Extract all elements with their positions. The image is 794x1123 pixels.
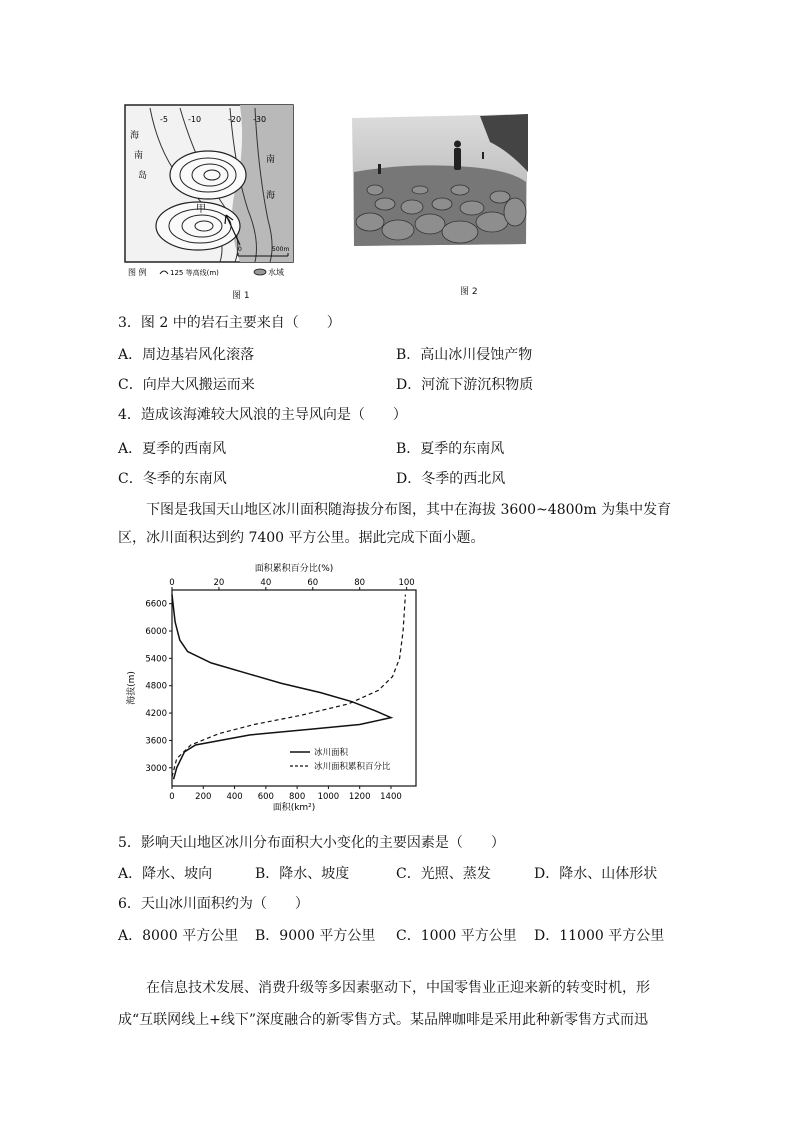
top-tick-label-4: 80: [354, 578, 366, 588]
question-6-option-c[interactable]: C．1000 平方公里: [396, 928, 517, 944]
chart-lines: [172, 595, 405, 780]
bottom-axis-label: 面积(km²): [272, 803, 316, 813]
point-label: 甲: [196, 204, 206, 215]
label-right-0: 南: [266, 155, 276, 165]
question-5-option-a[interactable]: A．降水、坡向: [118, 866, 213, 882]
chart-plot-frame: [172, 590, 416, 786]
y-tick-label-5: 6000: [145, 627, 167, 638]
y-tick-label-6: 6600: [145, 599, 167, 610]
top-tick-label-0: 0: [169, 578, 175, 588]
y-tick-label-2: 4200: [145, 709, 167, 720]
question-4-option-d[interactable]: D．冬季的西北风: [396, 471, 506, 487]
question-5-option-b[interactable]: B．降水、坡度: [255, 866, 350, 882]
question-4-option-a[interactable]: A．夏季的西南风: [118, 441, 227, 457]
question-4-option-b[interactable]: B．夏季的东南风: [396, 441, 505, 457]
series-line-0: [172, 595, 391, 780]
glacier-chart-svg: [120, 560, 432, 816]
figure-1-caption: 图 1: [232, 291, 250, 301]
question-4-stem: 4．造成该海滩较大风浪的主导风向是（ ）: [118, 407, 407, 423]
question-3-option-c[interactable]: C．向岸大风搬运而来: [118, 377, 255, 393]
legend-dashed-label: 冰川面积累积百分比: [314, 762, 391, 772]
island-north: [170, 151, 246, 199]
top-tick-label-5: 100: [398, 578, 415, 588]
y-tick-label-4: 5400: [145, 654, 167, 665]
question-3-option-b[interactable]: B．高山冰川侵蚀产物: [396, 347, 533, 363]
intro-paragraph: 下图是我国天山地区冰川面积随海拔分布图，其中在海拔 3600~4800m 为集中发育区，冰川面积达到约 7400 平方公里。据此完成下面小题。: [118, 502, 672, 546]
question-3-stem: 3．图 2 中的岩石主要来自（ ）: [118, 315, 341, 331]
figure-2-photo: [350, 112, 530, 248]
label-left-0: 海: [130, 131, 140, 141]
question-5-option-c[interactable]: C．光照、蒸发: [396, 866, 491, 882]
question-3-option-a[interactable]: A．周边基岩风化滚落: [118, 347, 255, 363]
question-6-option-d[interactable]: D．11000 平方公里: [534, 928, 665, 944]
top-axis-label: 面积累积百分比(%): [254, 564, 334, 574]
question-5-stem: 5．影响天山地区冰川分布面积大小变化的主要因素是（ ）: [118, 835, 505, 851]
top-tick-label-1: 20: [213, 578, 225, 588]
contour-label-3: -30: [253, 115, 267, 124]
bottom-tick-label-6: 1200: [348, 792, 371, 802]
figure-2-svg: [350, 112, 530, 248]
contour-label-1: -10: [188, 115, 202, 124]
contour-label-0: -5: [160, 115, 168, 124]
y-tick-label-3: 4800: [145, 681, 167, 692]
contour-label-2: -20: [228, 115, 242, 124]
legend-contour: 125 等高线(m): [170, 269, 219, 277]
figure-1-map: [120, 100, 298, 286]
bottom-tick-label-2: 400: [226, 792, 243, 802]
question-6-stem: 6．天山冰川面积约为（ ）: [118, 896, 309, 912]
bottom-tick-label-5: 1000: [317, 792, 340, 802]
bottom-tick-label-3: 600: [257, 792, 274, 802]
question-6-option-b[interactable]: B．9000 平方公里: [255, 928, 376, 944]
figure-2-caption: 图 2: [460, 287, 478, 297]
top-tick-label-3: 60: [307, 578, 319, 588]
question-4-option-c[interactable]: C．冬季的东南风: [118, 471, 227, 487]
label-right-1: 海: [266, 191, 276, 201]
bottom-tick-label-1: 200: [195, 792, 212, 802]
y-tick-label-1: 3600: [145, 736, 167, 747]
question-6-option-a[interactable]: A．8000 平方公里: [118, 928, 239, 944]
legend-water-icon: [254, 269, 266, 275]
y-tick-label-0: 3000: [145, 763, 167, 774]
legend-solid-label: 冰川面积: [314, 748, 349, 758]
label-left-1: 南: [134, 151, 144, 161]
question-5-option-d[interactable]: D．降水、山体形状: [534, 866, 658, 882]
legend-water: 水域: [268, 268, 284, 277]
scale-zero: 0: [238, 246, 242, 253]
figure-1-svg: [120, 100, 298, 286]
glacier-chart: [120, 560, 432, 816]
closing-paragraph: 在信息技术发展、消费升级等多因素驱动下，中国零售业正迎来新的转变时机，形成“互联网线上+线下”深度融合的新零售方式。某品牌咖啡是采用此种新零售方式而迅: [118, 980, 650, 1028]
bottom-tick-label-7: 1400: [380, 792, 402, 802]
top-tick-label-2: 40: [260, 578, 272, 588]
bottom-tick-label-4: 800: [289, 792, 306, 802]
legend-contour-icon: [160, 271, 168, 274]
bottom-tick-label-0: 0: [169, 792, 175, 802]
scale-label: 500m: [272, 246, 290, 253]
legend-title: 图 例: [128, 268, 147, 277]
y-axis-label: 海拔(m): [127, 671, 137, 705]
question-3-option-d[interactable]: D．河流下游沉积物质: [396, 377, 534, 393]
label-left-2: 岛: [138, 171, 148, 181]
